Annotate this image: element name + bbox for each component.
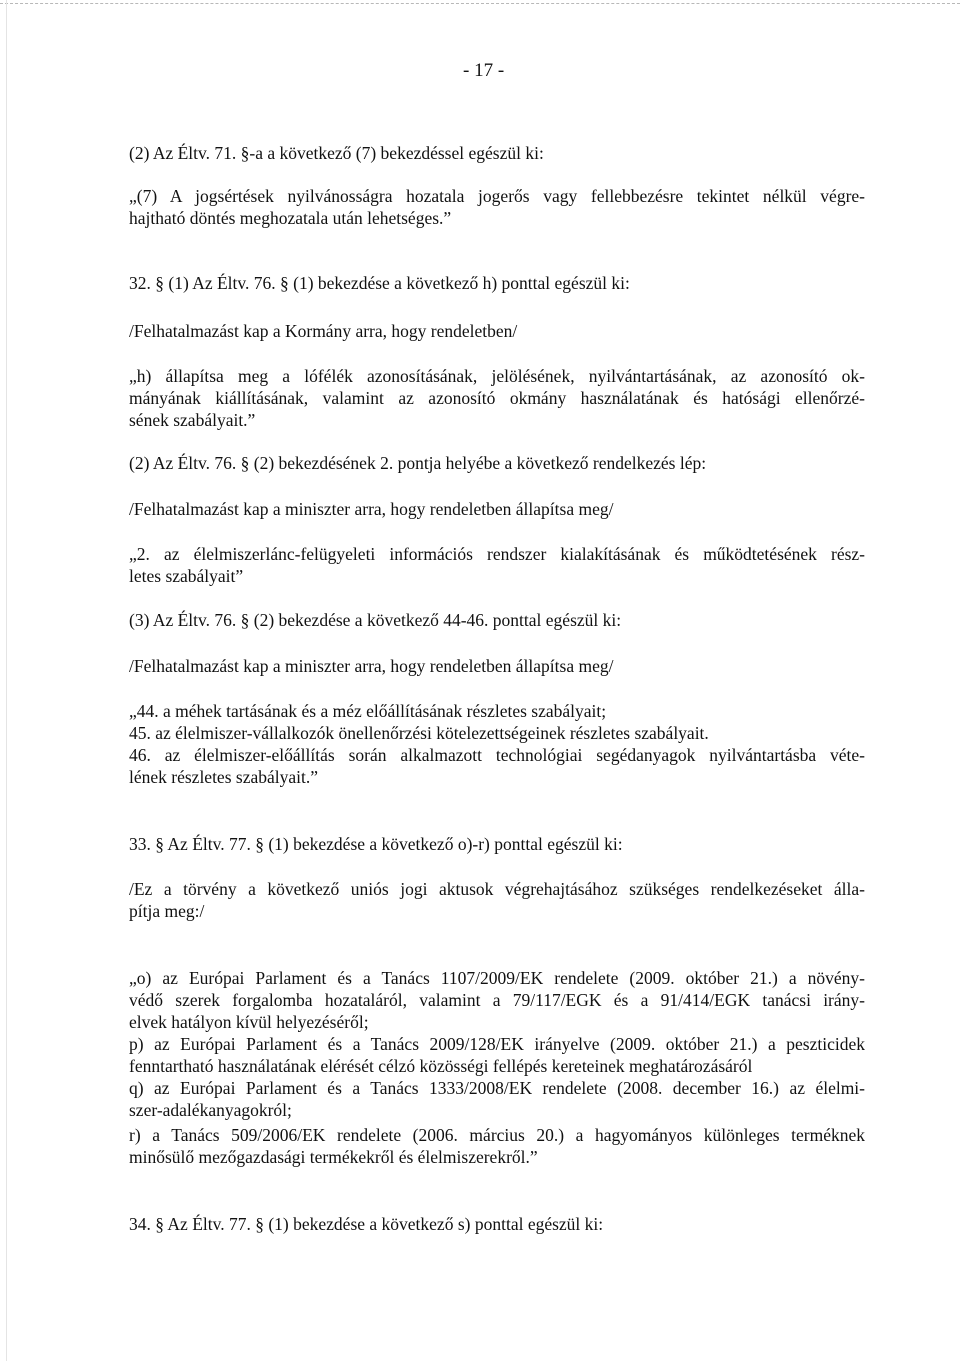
section-33-intro-line: pítja meg:/ xyxy=(129,901,205,921)
section-33-point-r-line: r) a Tanács 509/2006/EK rendelete (2006. március 20.) a hagyományos különleges terméknek xyxy=(129,1125,865,1145)
section-33-point-p-line: p) az Európai Parlament és a Tanács 2009/128/EK irányelve (2009. október 21.) a peszticidek xyxy=(129,1034,865,1054)
section-33-point-p-line: fenntartható használatának elérését célzó közösségi fellépés kereteinek meghatározásáról xyxy=(129,1056,753,1076)
section-32-authorization-2: /Felhatalmazást kap a miniszter arra, hogy rendeletben állapítsa meg/ xyxy=(129,499,614,519)
scan-left-border xyxy=(6,0,7,1361)
section-32-para-3: (3) Az Éltv. 76. § (2) bekezdése a következő 44-46. ponttal egészül ki: xyxy=(129,610,622,630)
section-32-point-45: 45. az élelmiszer-vállalkozók önellenőrzési kötelezettségeinek részletes szabályait. xyxy=(129,723,709,743)
section-32-point-h-line: mányának kiállításának, valamint az azonosító okmány használatának és hatósági ellenőrzé- xyxy=(129,388,865,408)
page-number: - 17 - xyxy=(463,60,505,81)
section-31-quote-line: hajtható döntés meghozatala után lehetséges.” xyxy=(129,208,452,228)
section-33-point-q-line: q) az Európai Parlament és a Tanács 1333/2008/EK rendelete (2008. december 16.) az élelmi- xyxy=(129,1078,865,1098)
section-34-heading: 34. § Az Éltv. 77. § (1) bekezdése a következő s) ponttal egészül ki: xyxy=(129,1214,604,1234)
section-33-point-o-line: „o) az Európai Parlament és a Tanács 1107/2009/EK rendelete (2009. október 21.) a növény- xyxy=(129,968,865,988)
section-33-point-r-line: minősülő mezőgazdasági termékekről és élelmiszerekről.” xyxy=(129,1147,538,1167)
section-32-heading: 32. § (1) Az Éltv. 76. § (1) bekezdése a következő h) ponttal egészül ki: xyxy=(129,273,630,293)
section-32-point-46-line: 46. az élelmiszer-előállítás során alkalmazott technológiai segédanyagok nyilvántartásba véte- xyxy=(129,745,865,765)
section-31-para-2: (2) Az Éltv. 71. §-a a következő (7) bekezdéssel egészül ki: xyxy=(129,143,544,163)
section-32-point-46-line: lének részletes szabályait.” xyxy=(129,767,318,787)
section-32-point-h-line: sének szabályait.” xyxy=(129,410,256,430)
section-32-authorization-1: /Felhatalmazást kap a Kormány arra, hogy rendeletben/ xyxy=(129,321,518,341)
section-32-point-2-line: letes szabályait” xyxy=(129,566,244,586)
section-32-point-44: „44. a méhek tartásának és a méz előállításának részletes szabályait; xyxy=(129,701,607,721)
section-33-point-o-line: védő szerek forgalomba hozataláról, valamint a 79/117/EGK és a 91/414/EGK tanácsi irány- xyxy=(129,990,865,1010)
section-32-point-h-line: „h) állapítsa meg a lófélék azonosításának, jelölésének, nyilvántartásának, az azonosító ok- xyxy=(129,366,865,386)
section-32-point-2-line: „2. az élelmiszerlánc-felügyeleti információs rendszer kialakításának és működtetésének rész- xyxy=(129,544,865,564)
section-33-point-q-line: szer-adalékanyagokról; xyxy=(129,1100,292,1120)
section-33-intro-line: /Ez a törvény a következő uniós jogi aktusok végrehajtásához szükséges rendelkezéseket álla- xyxy=(129,879,865,899)
section-32-para-2: (2) Az Éltv. 76. § (2) bekezdésének 2. pontja helyébe a következő rendelkezés lép: xyxy=(129,453,707,473)
section-32-authorization-3: /Felhatalmazást kap a miniszter arra, hogy rendeletben állapítsa meg/ xyxy=(129,656,614,676)
section-33-heading: 33. § Az Éltv. 77. § (1) bekezdése a következő o)-r) ponttal egészül ki: xyxy=(129,834,623,854)
scan-top-border xyxy=(0,3,960,4)
section-31-quote-line: „(7) A jogsértések nyilvánosságra hozatala jogerős vagy fellebbezésre tekintet nélkül végre- xyxy=(129,186,865,206)
section-33-point-o-line: elvek hatályon kívül helyezéséről; xyxy=(129,1012,369,1032)
